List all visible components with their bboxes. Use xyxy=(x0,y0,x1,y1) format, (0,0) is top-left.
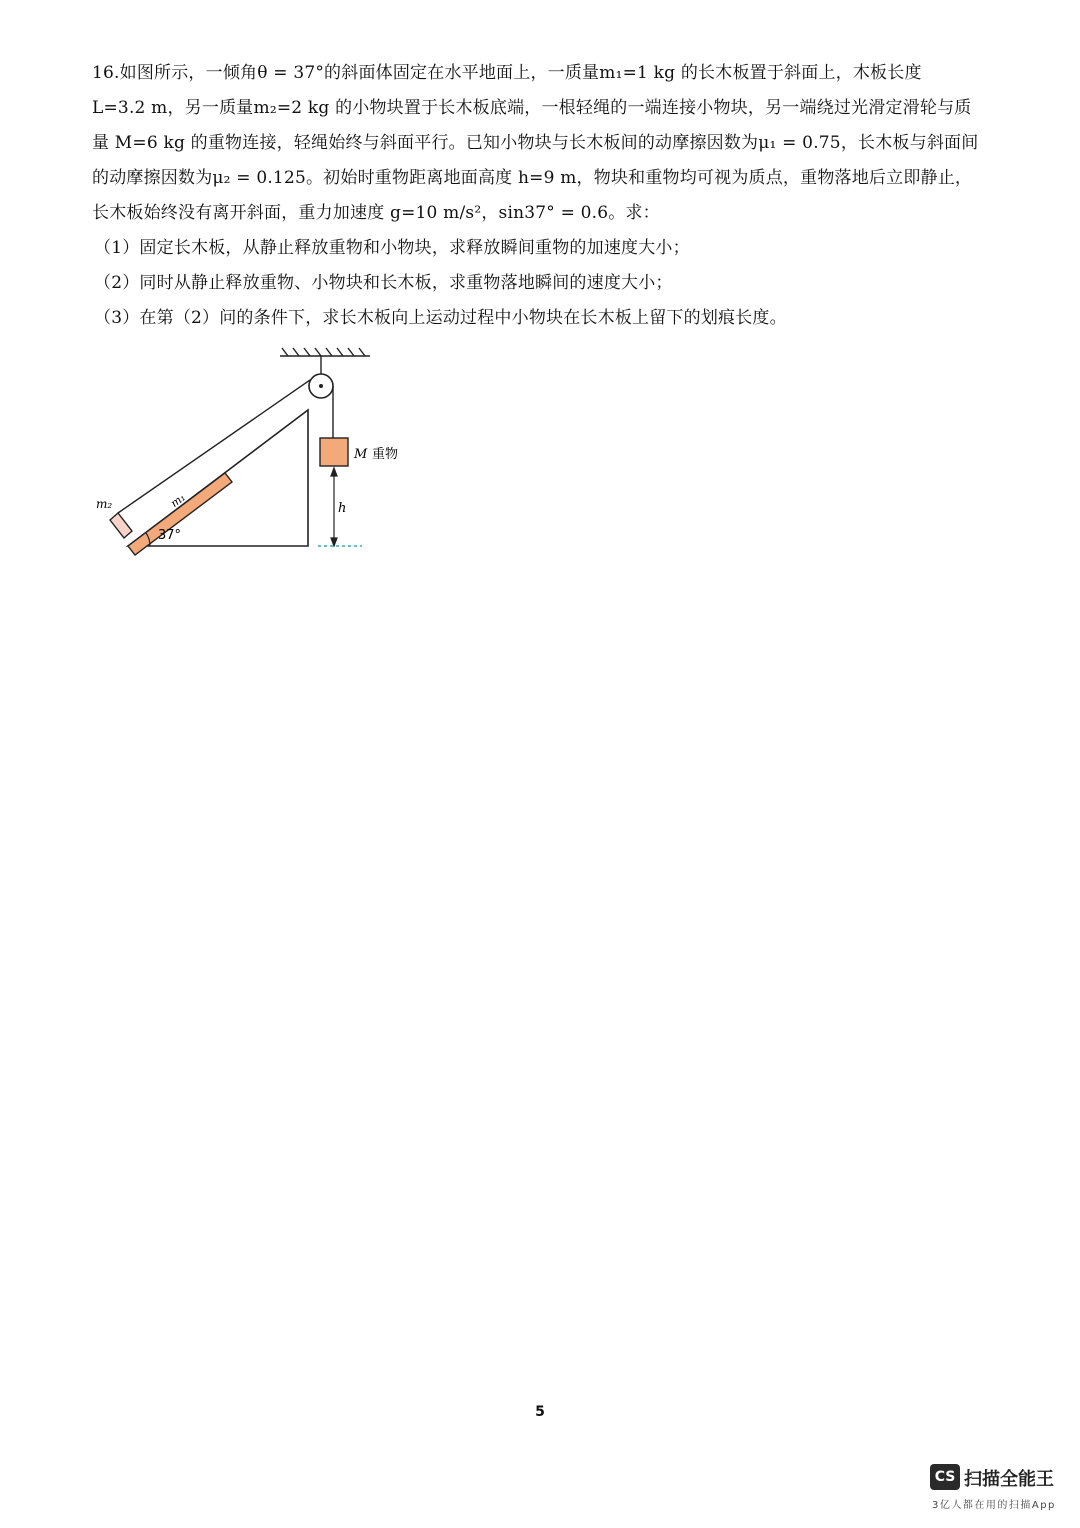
problem-line: 的动摩擦因数为μ₂ = 0.125。初始时重物距离地面高度 h=9 m，物块和重物均可视为质点，重物落地后立即静止， xyxy=(92,168,973,188)
incline-pulley-diagram xyxy=(92,340,422,560)
m2-label: m₂ xyxy=(96,497,113,511)
height-arrow xyxy=(331,468,337,546)
question-3: （3）在第（2）问的条件下，求长木板向上运动过程中小物块在长木板上留下的划痕长度。 xyxy=(94,308,787,328)
watermark-slogan: 3亿人都在用的扫描App xyxy=(932,1500,1056,1511)
question-1: （1）固定长木板，从静止释放重物和小物块，求释放瞬间重物的加速度大小； xyxy=(94,238,690,258)
problem-line: 16.如图所示，一倾角θ = 37°的斜面体固定在水平地面上，一质量m₁=1 kg 的长木板置于斜面上，木板长度 xyxy=(92,63,922,83)
cs-logo: CS xyxy=(930,1464,960,1490)
M-label: M xyxy=(354,447,368,462)
m1-label: m₁ xyxy=(168,490,188,510)
h-label: h xyxy=(338,501,347,516)
angle-label: 37° xyxy=(158,528,182,543)
pulley xyxy=(309,374,333,398)
problem-line: 长木板始终没有离开斜面，重力加速度 g=10 m/s²，sin37° = 0.6。求： xyxy=(92,203,660,223)
weight-M xyxy=(320,438,348,466)
question-2: （2）同时从静止释放重物、小物块和长木板，求重物落地瞬间的速度大小； xyxy=(94,273,673,293)
scanner-watermark xyxy=(930,1464,1070,1514)
small-block-m2 xyxy=(110,513,132,538)
ceiling xyxy=(280,348,370,356)
problem-text xyxy=(92,56,992,336)
weight-label: 重物 xyxy=(372,447,399,462)
page-number: 5 xyxy=(535,1404,545,1420)
problem-line: 量 M=6 kg 的重物连接，轻绳始终与斜面平行。已知小物块与长木板间的动摩擦因数为μ₁ = 0.75，长木板与斜面间 xyxy=(92,133,979,153)
watermark-name: 扫描全能王 xyxy=(964,1469,1054,1490)
problem-line: L=3.2 m，另一质量m₂=2 kg 的小物块置于长木板底端，一根轻绳的一端连接小物块，另一端绕过光滑定滑轮与质 xyxy=(92,98,972,118)
